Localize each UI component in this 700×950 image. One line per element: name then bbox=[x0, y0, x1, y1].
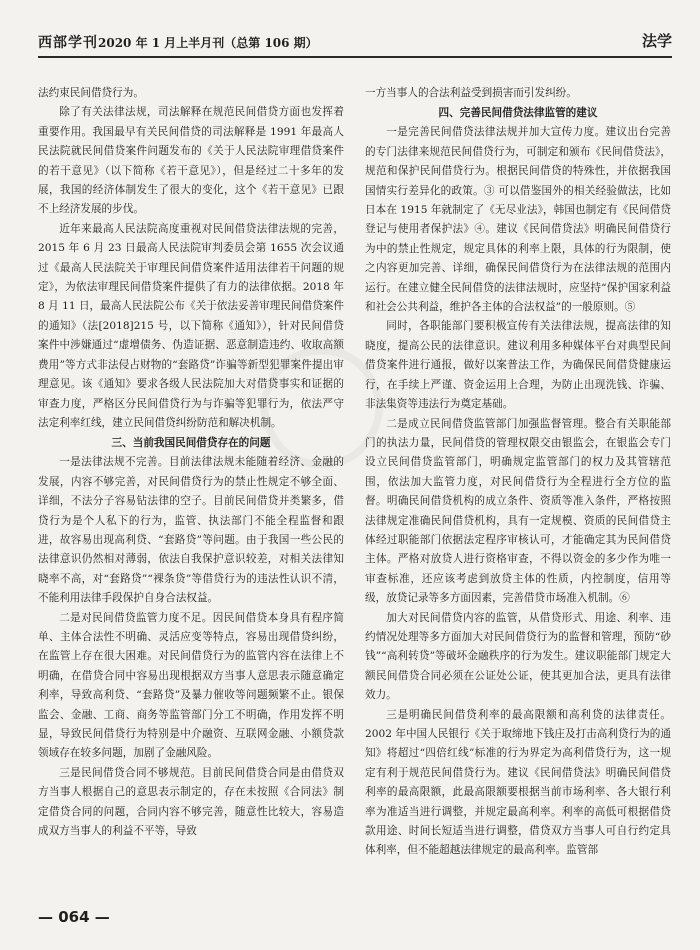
paragraph: 一方当事人的合法利益受到损害而引发纠纷。 bbox=[365, 87, 577, 99]
paragraph: 一是完善民间借贷法律法规并加大宣传力度。建议出台完善的专门法律来规范民间借贷行为，可制定和颁布《民间借贷法》，规范和保护民间借贷行为。根据民间借贷的特殊性，并依据我国国情实行差异化的政策。③ 可以借鉴国外的相关经验做法，比如日本在 1915 年就制定了《无尽业法》，韩国也制定有《民间借贷登记与使用者保护法》④。建议《民间借贷法》明确民间借贷行为中的禁止性规定，规定具体的利率上限，具体的行为限制，使之内容更加完善、详细，确保民间借贷行为在法律法规的范围内运行。在建立健全民间借贷的法律法规时，应坚持“保护国家利益和社会公共利益，维护各主体的合法权益”的一般原则。⑤ bbox=[365, 126, 671, 314]
right-column bbox=[365, 84, 671, 861]
paragraph: 加大对民间借贷内容的监管，从借贷形式、用途、利率、违约情况处理等多方面加大对民间借贷行为的监督和管理，预防“砂钱”“高利转贷”等破坏金融秩序的行为发生。建议职能部门规定大额民间借贷合同必须在公证处公证，使其更加合法，更具有法律效力。 bbox=[365, 611, 671, 702]
section-heading: 四、完善民间借贷法律监管的建议 bbox=[438, 107, 598, 120]
paragraph: 二是对民间借贷监管力度不足。因民间借贷本身具有程序简单、主体合法性不明确、灵活应变等特点，容易出现借贷纠纷，在监管上存在很大困难。对民间借贷行为的监管内容在法律上不明确，在借贷合同中容易出现根据双方当事人意思表示随意确定利率，导致高利贷、“套路贷”及暴力催收等问题频繁不止。银保监会、金融、工商、商务等监管部门分工不明确，作用发挥不明显，导致民间借贷行为特别是中介融资、互联网金融、小额贷款领域存在较多问题，加剧了金融风险。 bbox=[38, 611, 344, 760]
journal-title bbox=[38, 32, 318, 52]
left-column bbox=[38, 84, 344, 841]
paragraph: 一是法律法规不完善。目前法律法规未能随着经济、金融的发展，内容不够完善，对民间借贷行为的禁止性规定不够全面、详细，不法分子容易钻法律的空子。目前民间借贷并类繁多，借贷行为是个人私下的行为，监管、执法部门不能全程监督和跟进，故容易出现高利贷、“套路贷”等问题。由于我国一些公民的法律意识仍然相对薄弱，依法自我保护意识较差，对相关法律知晓率不高，对“套路贷”“裸条贷”等借贷行为的违法性认识不清，不能利用法律手段保护自身合法权益。 bbox=[38, 456, 344, 605]
paragraph: 二是成立民间借贷监管部门加强监督管理。整合有关职能部门的执法力量，民间借贷的管理权限交由银监会，在银监会专门设立民间借贷监管部门，明确规定监管部门的权力及其管辖范围，依法加大监管力度，对民间借贷行为全程进行全方位的监督。明确民间借贷机构的成立条件、资质等准入条件，严格按照法律规定准确民间借贷机构，具有一定规模、资质的民间借贷主体经过职能部门依据法定程序审核认可，才能确定其为民间借贷主体。严格对放贷人进行资格审查，不得以资金的多少作为唯一审查标准，还应该考虑到放贷主体的性质，内控制度，信用等级，放贷记录等多方面因素，完善借贷市场准入机制。⑥ bbox=[365, 417, 671, 605]
page-header bbox=[38, 30, 672, 58]
paragraph: 近年来最高人民法院高度重视对民间借贷法律法规的完善，2015 年 6 月 23 日最高人民法院审判委员会第 1655 次会议通过《最高人民法院关于审理民间借贷案件适用法律若干问题的规定》，为依法审理民间借贷案件提供了有力的法律依据。2018 年 8 月 11 日，最高人民法院公布《关于依法妥善审理民间借贷案件的通知》（法[2018]215 号，以下简称《通知》），针对民间借贷案件中涉嫌通过“虚增债务、伪造证据、恶意制造违约、收取高额费用”等方式非法侵占财物的“套路贷”诈骗等新型犯罪案件提出审理意见。该《通知》要求各级人民法院加大对借贷事实和证据的审查力度，严格区分民间借贷行为与诈骗等犯罪行为，依法严守法定利率红线，建立民间借贷纠纷防范和解决机制。 bbox=[38, 222, 344, 429]
paragraph: 三是明确民间借贷利率的最高限额和高利贷的法律责任。2002 年中国人民银行《关于取缔地下钱庄及打击高利贷行为的通知》将超过“四倍红线”标准的行为界定为高利借贷行为，这一规定有利于规范民间借贷行为。建议《民间借贷法》明确民间借贷利率的最高限额，此最高限额要根据当前市场利率、各大银行利率为准适当进行调整，并规定最高利率。利率的高低可根据借贷款用途、时间长短适当进行调整，借贷双方当事人可自行约定具体利率，但不能超越法律规定的最高利率。监管部 bbox=[365, 708, 671, 857]
page-number: — 064 — bbox=[38, 908, 110, 926]
journal-logo: 西部学刊 bbox=[38, 35, 98, 51]
paragraph: 除了有关法律法规，司法解释在规范民间借贷方面也发挥着重要作用。我国最早有关民间借贷的司法解释是 1991 年最高人民法院就民间借贷案件问题发布的《关于人民法院审理借贷案件的若干意见》（以下简称《若干意见》），但是经过二十多年的发展，我国的经济体制发生了很大的变化，这个《若干意见》已跟不上经济发展的步伐。 bbox=[38, 106, 344, 216]
journal-issue: 2020 年 1 月上半月刊（总第 106 期） bbox=[98, 36, 318, 50]
paragraph: 三是民间借贷合同不够规范。目前民间借贷合同是由借贷双方当事人根据自己的意思表示制定的，存在未按照《合同法》制定借贷合同的问题，合同内容不够完善，随意性比较大，容易造成双方当事人的利益不平等，导致 bbox=[38, 766, 344, 838]
section-heading: 三、当前我国民间借贷存在的问题 bbox=[111, 437, 271, 450]
section-label: 法学 bbox=[641, 32, 672, 50]
paragraph: 法约束民间借贷行为。 bbox=[38, 87, 144, 99]
paragraph: 同时，各职能部门要积极宣传有关法律法规，提高法律的知晓度，提高公民的法律意识。建议利用多种媒体平台对典型民间借贷案件进行通报，做好以案普法工作，为确保民间借贷健康运行，在手续上严谨、资金运用上合理，为防止出现洗钱、诈骗、非法集资等违法行为奠定基础。 bbox=[365, 320, 671, 411]
